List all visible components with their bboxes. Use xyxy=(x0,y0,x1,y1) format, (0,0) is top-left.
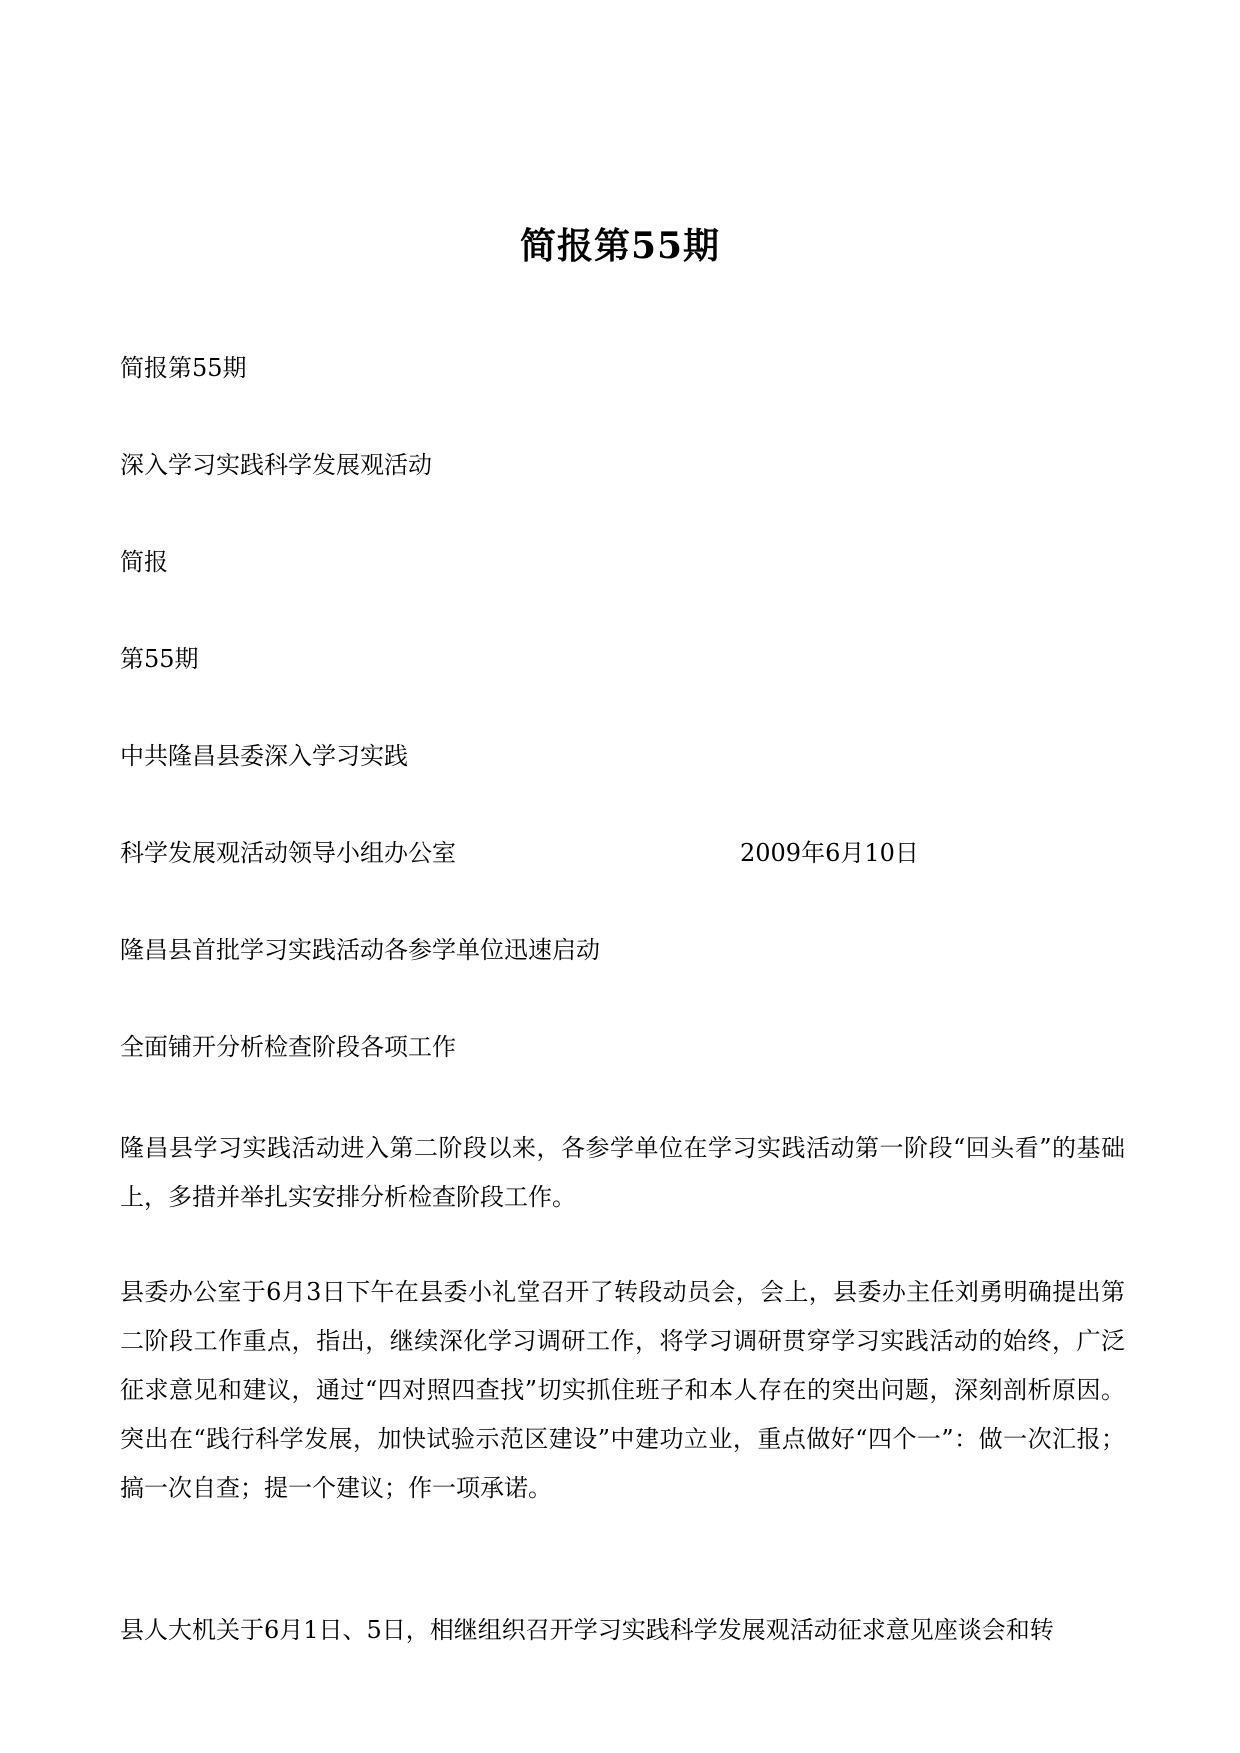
office-name: 科学发展观活动领导小组办公室 xyxy=(120,839,456,867)
document-title: 简报第55期 xyxy=(519,225,721,267)
issue-number-line: 第55期 xyxy=(120,645,199,673)
body-paragraph: 隆昌县学习实践活动进入第二阶段以来，各参学单位在学习实践活动第一阶段“回头看”的基础上，多措并举扎实安排分析检查阶段工作。 xyxy=(120,1134,1125,1211)
bulletin-label-line: 简报 xyxy=(120,548,168,576)
headline-primary: 隆昌县首批学习实践活动各参学单位迅速启动 xyxy=(120,936,600,964)
office-date-line xyxy=(120,837,919,869)
issuer-line: 中共隆昌县委深入学习实践 xyxy=(120,742,408,770)
issue-date: 2009年6月10日 xyxy=(740,839,919,867)
body-paragraph: 县委办公室于6月3日下午在县委小礼堂召开了转段动员会，会上，县委办主任刘勇明确提出第二阶段工作重点，指出，继续深化学习调研工作，将学习调研贯穿学习实践活动的始终，广泛征求意见和建议，通过“四对照四查找”切实抓住班子和本人存在的突出问题，深刻剖析原因。突出在“践行科学发展，加快试验示范区建设”中建功立业，重点做好“四个一”：做一次汇报；搞一次自查；提一个建议；作一项承诺。 xyxy=(120,1278,1125,1502)
activity-name-line: 深入学习实践科学发展观活动 xyxy=(120,451,432,479)
headline-secondary: 全面铺开分析检查阶段各项工作 xyxy=(120,1033,456,1061)
issue-line: 简报第55期 xyxy=(120,354,247,382)
body-paragraph: 县人大机关于6月1日、5日，相继组织召开学习实践科学发展观活动征求意见座谈会和转 xyxy=(120,1616,1054,1644)
